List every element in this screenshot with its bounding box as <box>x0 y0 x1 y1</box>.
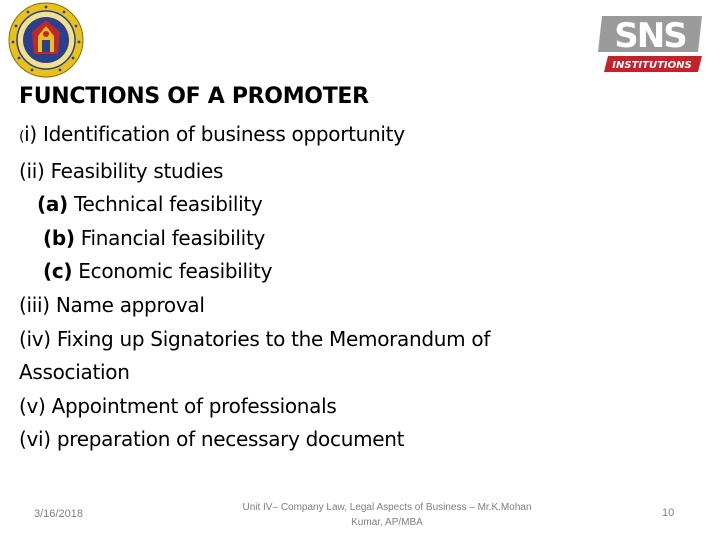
item-a-tag: (a) <box>37 192 68 217</box>
list-item-i <box>19 118 490 155</box>
list-item-iii: (iii) Name approval <box>19 292 205 317</box>
sns-logo-text: SNS <box>614 16 686 56</box>
footer-course-line2: Kumar, AP/MBA <box>351 517 423 528</box>
footer-course-line1: Unit IV– Company Law, Legal Aspects of Business – Mr.K.Mohan <box>242 502 532 513</box>
item-i-open-paren: ( <box>19 129 25 145</box>
college-seal-logo <box>8 2 84 78</box>
footer-date: 3/16/2018 <box>34 508 83 520</box>
list-item-c <box>19 255 490 289</box>
list-item-iv-line1: (iv) Fixing up Signatories to the Memorandum of <box>19 326 491 351</box>
item-a-text: Technical feasibility <box>67 192 263 217</box>
sns-institutions-logo <box>594 14 706 76</box>
item-b-tag: (b) <box>43 225 75 250</box>
item-b-text: Financial feasibility <box>74 225 266 250</box>
item-c-tag: (c) <box>43 259 73 284</box>
list-item-a <box>19 188 490 222</box>
list-item-b <box>19 222 490 256</box>
sns-logo-subtext: INSTITUTIONS <box>612 60 692 71</box>
slide-title: FUNCTIONS OF A PROMOTER <box>19 84 369 109</box>
list-item-vi: (vi) preparation of necessary document <box>19 427 405 452</box>
footer-course-info <box>220 500 554 530</box>
list-item-v: (v) Appointment of professionals <box>19 393 337 418</box>
list-item-ii: (ii) Feasibility studies <box>19 158 224 183</box>
functions-list <box>19 118 490 457</box>
item-c-text: Economic feasibility <box>72 259 273 284</box>
footer-page-number: 10 <box>662 507 675 519</box>
list-item-iv-line2: Association <box>19 360 130 385</box>
item-i-text: i) Identification of business opportunity <box>24 122 405 146</box>
